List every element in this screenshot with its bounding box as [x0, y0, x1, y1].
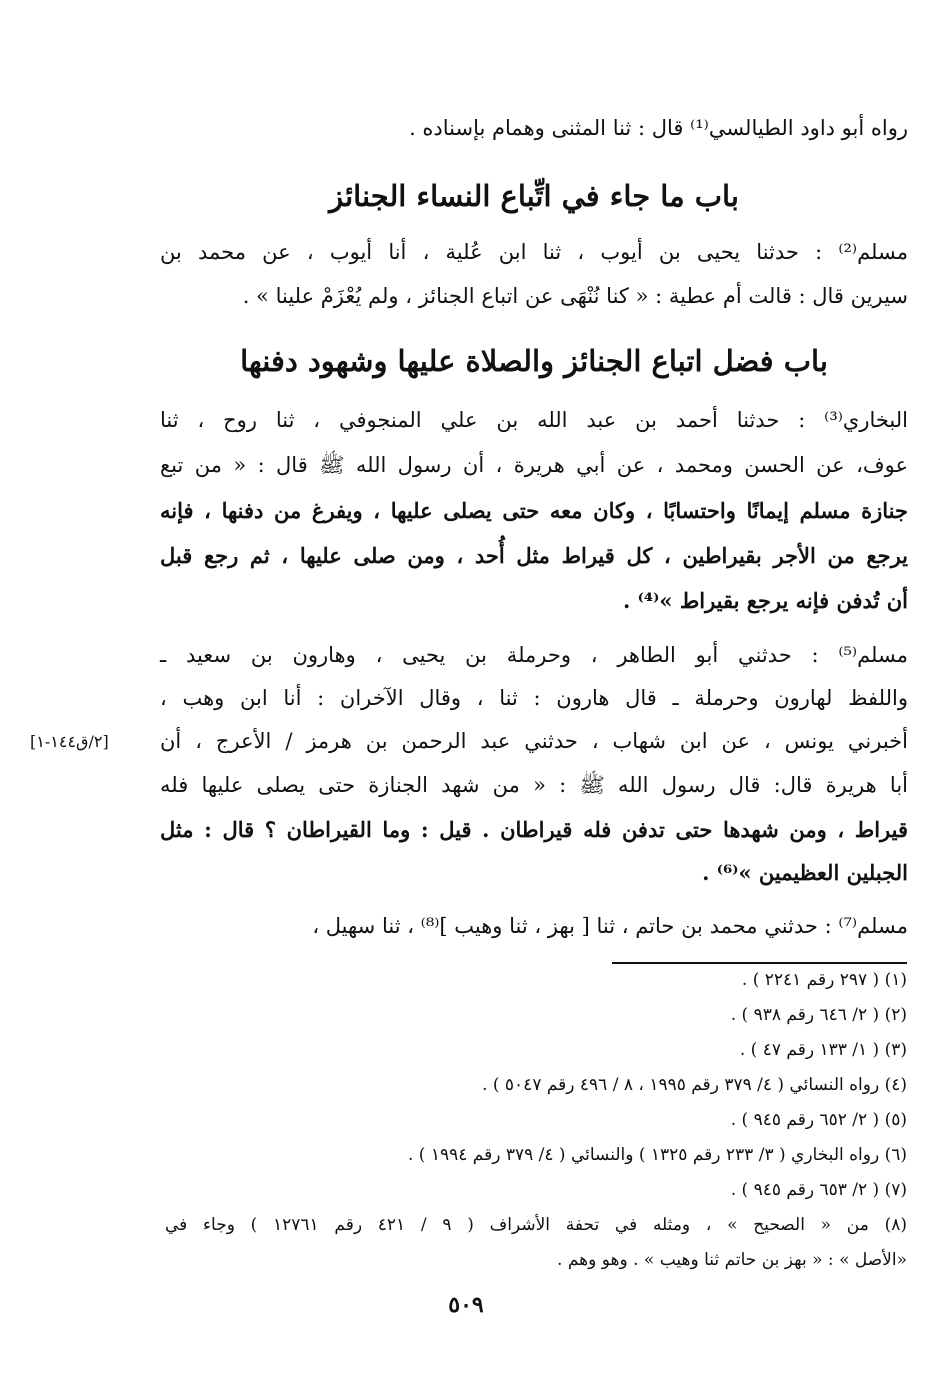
text-line: أبا هريرة قال: قال رسول الله ﷺ : « من شهد الجنازة حتى يصلى عليها فله [160, 773, 908, 797]
text-line: واللفظ لهارون وحرملة ـ قال هارون : ثنا ، وقال الآخران : أنا ابن وهب ، [160, 686, 908, 710]
chapter-heading-1: باب ما جاء في اتِّباع النساء الجنائز [329, 179, 739, 213]
footnote: (١) ( ٢٩٧ رقم ٢٢٤١ ) . [741, 970, 907, 990]
text-line: مسلم⁽⁷⁾ : حدثني محمد بن حاتم ، ثنا [ بهز ، ثنا وهيب ]⁽⁸⁾ ، ثنا سهيل ، [312, 914, 908, 938]
text-line: سيرين قال : قالت أم عطية : « كنا نُنْهَى عن اتباع الجنائز ، ولم يُعْزَمْ علينا » . [242, 284, 908, 308]
footnote: (٨) من « الصحيح » ، ومثله في تحفة الأشراف ( ٩ / ٤٢١ رقم ١٢٧٦١ ) وجاء في [165, 1215, 907, 1235]
footnote: «الأصل » : « بهز بن حاتم ثنا وهيب » . وهو وهم . [557, 1250, 907, 1270]
text-line: قيراط ، ومن شهدها حتى تدفن فله قيراطان . قيل : وما القيراطان ؟ قال : مثل [160, 817, 908, 842]
text-line: مسلم⁽²⁾ : حدثنا يحيى بن أيوب ، ثنا ابن عُلية ، أنا أيوب ، عن محمد بن [160, 240, 908, 264]
footnote: (٧) ( ٢/ ٦٥٣ رقم ٩٤٥ ) . [730, 1180, 907, 1200]
footnote: (٣) ( ١/ ١٣٣ رقم ٤٧ ) . [739, 1040, 907, 1060]
text-line: عوف، عن الحسن ومحمد ، عن أبي هريرة ، أن رسول الله ﷺ قال : « من تبع [160, 453, 908, 477]
text-line: أخبرني يونس ، عن ابن شهاب ، حدثني عبد الرحمن بن هرمز / الأعرج ، أن [160, 729, 908, 753]
chapter-heading-2: باب فضل اتباع الجنائز والصلاة عليها وشهود دفنها [240, 344, 828, 378]
text-line: البخاري⁽³⁾ : حدثنا أحمد بن عبد الله بن علي المنجوفي ، ثنا روح ، ثنا [160, 408, 908, 432]
page-number: ٥٠٩ [448, 1292, 484, 1318]
footnote: (٤) رواه النسائي ( ٤/ ٣٧٩ رقم ١٩٩٥ ، ٨ / ٤٩٦ رقم ٥٠٤٧ ) . [482, 1075, 907, 1095]
text-line: يرجع من الأجر بقيراطين ، كل قيراط مثل أُحد ، ومن صلى عليها ، ثم رجع قبل [160, 543, 908, 568]
footnote-divider [612, 962, 907, 964]
text-line: أن تُدفن فإنه يرجع بقيراط »⁽⁴⁾ . [623, 588, 908, 613]
text-line: مسلم⁽⁵⁾ : حدثني أبو الطاهر ، وحرملة بن يحيى ، وهارون بن سعيد ـ [160, 643, 908, 667]
manuscript-folio-note: [٢/ق١٤٤-١] [30, 732, 109, 751]
footnote: (٥) ( ٢/ ٦٥٢ رقم ٩٤٥ ) . [730, 1110, 907, 1130]
text-line: جنازة مسلم إيمانًا واحتسابًا ، وكان معه حتى يصلى عليها ، ويفرغ من دفنها ، فإنه [160, 498, 908, 523]
text-line: الجبلين العظيمين »⁽⁶⁾ . [702, 860, 908, 885]
footnote: (٦) رواه البخاري ( ٣/ ٢٣٣ رقم ١٣٢٥ ) والنسائي ( ٤/ ٣٧٩ رقم ١٩٩٤ ) . [407, 1145, 907, 1165]
footnote: (٢) ( ٢/ ٦٤٦ رقم ٩٣٨ ) . [730, 1005, 907, 1025]
intro-line: رواه أبو داود الطيالسي⁽¹⁾ قال : ثنا المثنى وهمام بإسناده . [409, 116, 908, 140]
